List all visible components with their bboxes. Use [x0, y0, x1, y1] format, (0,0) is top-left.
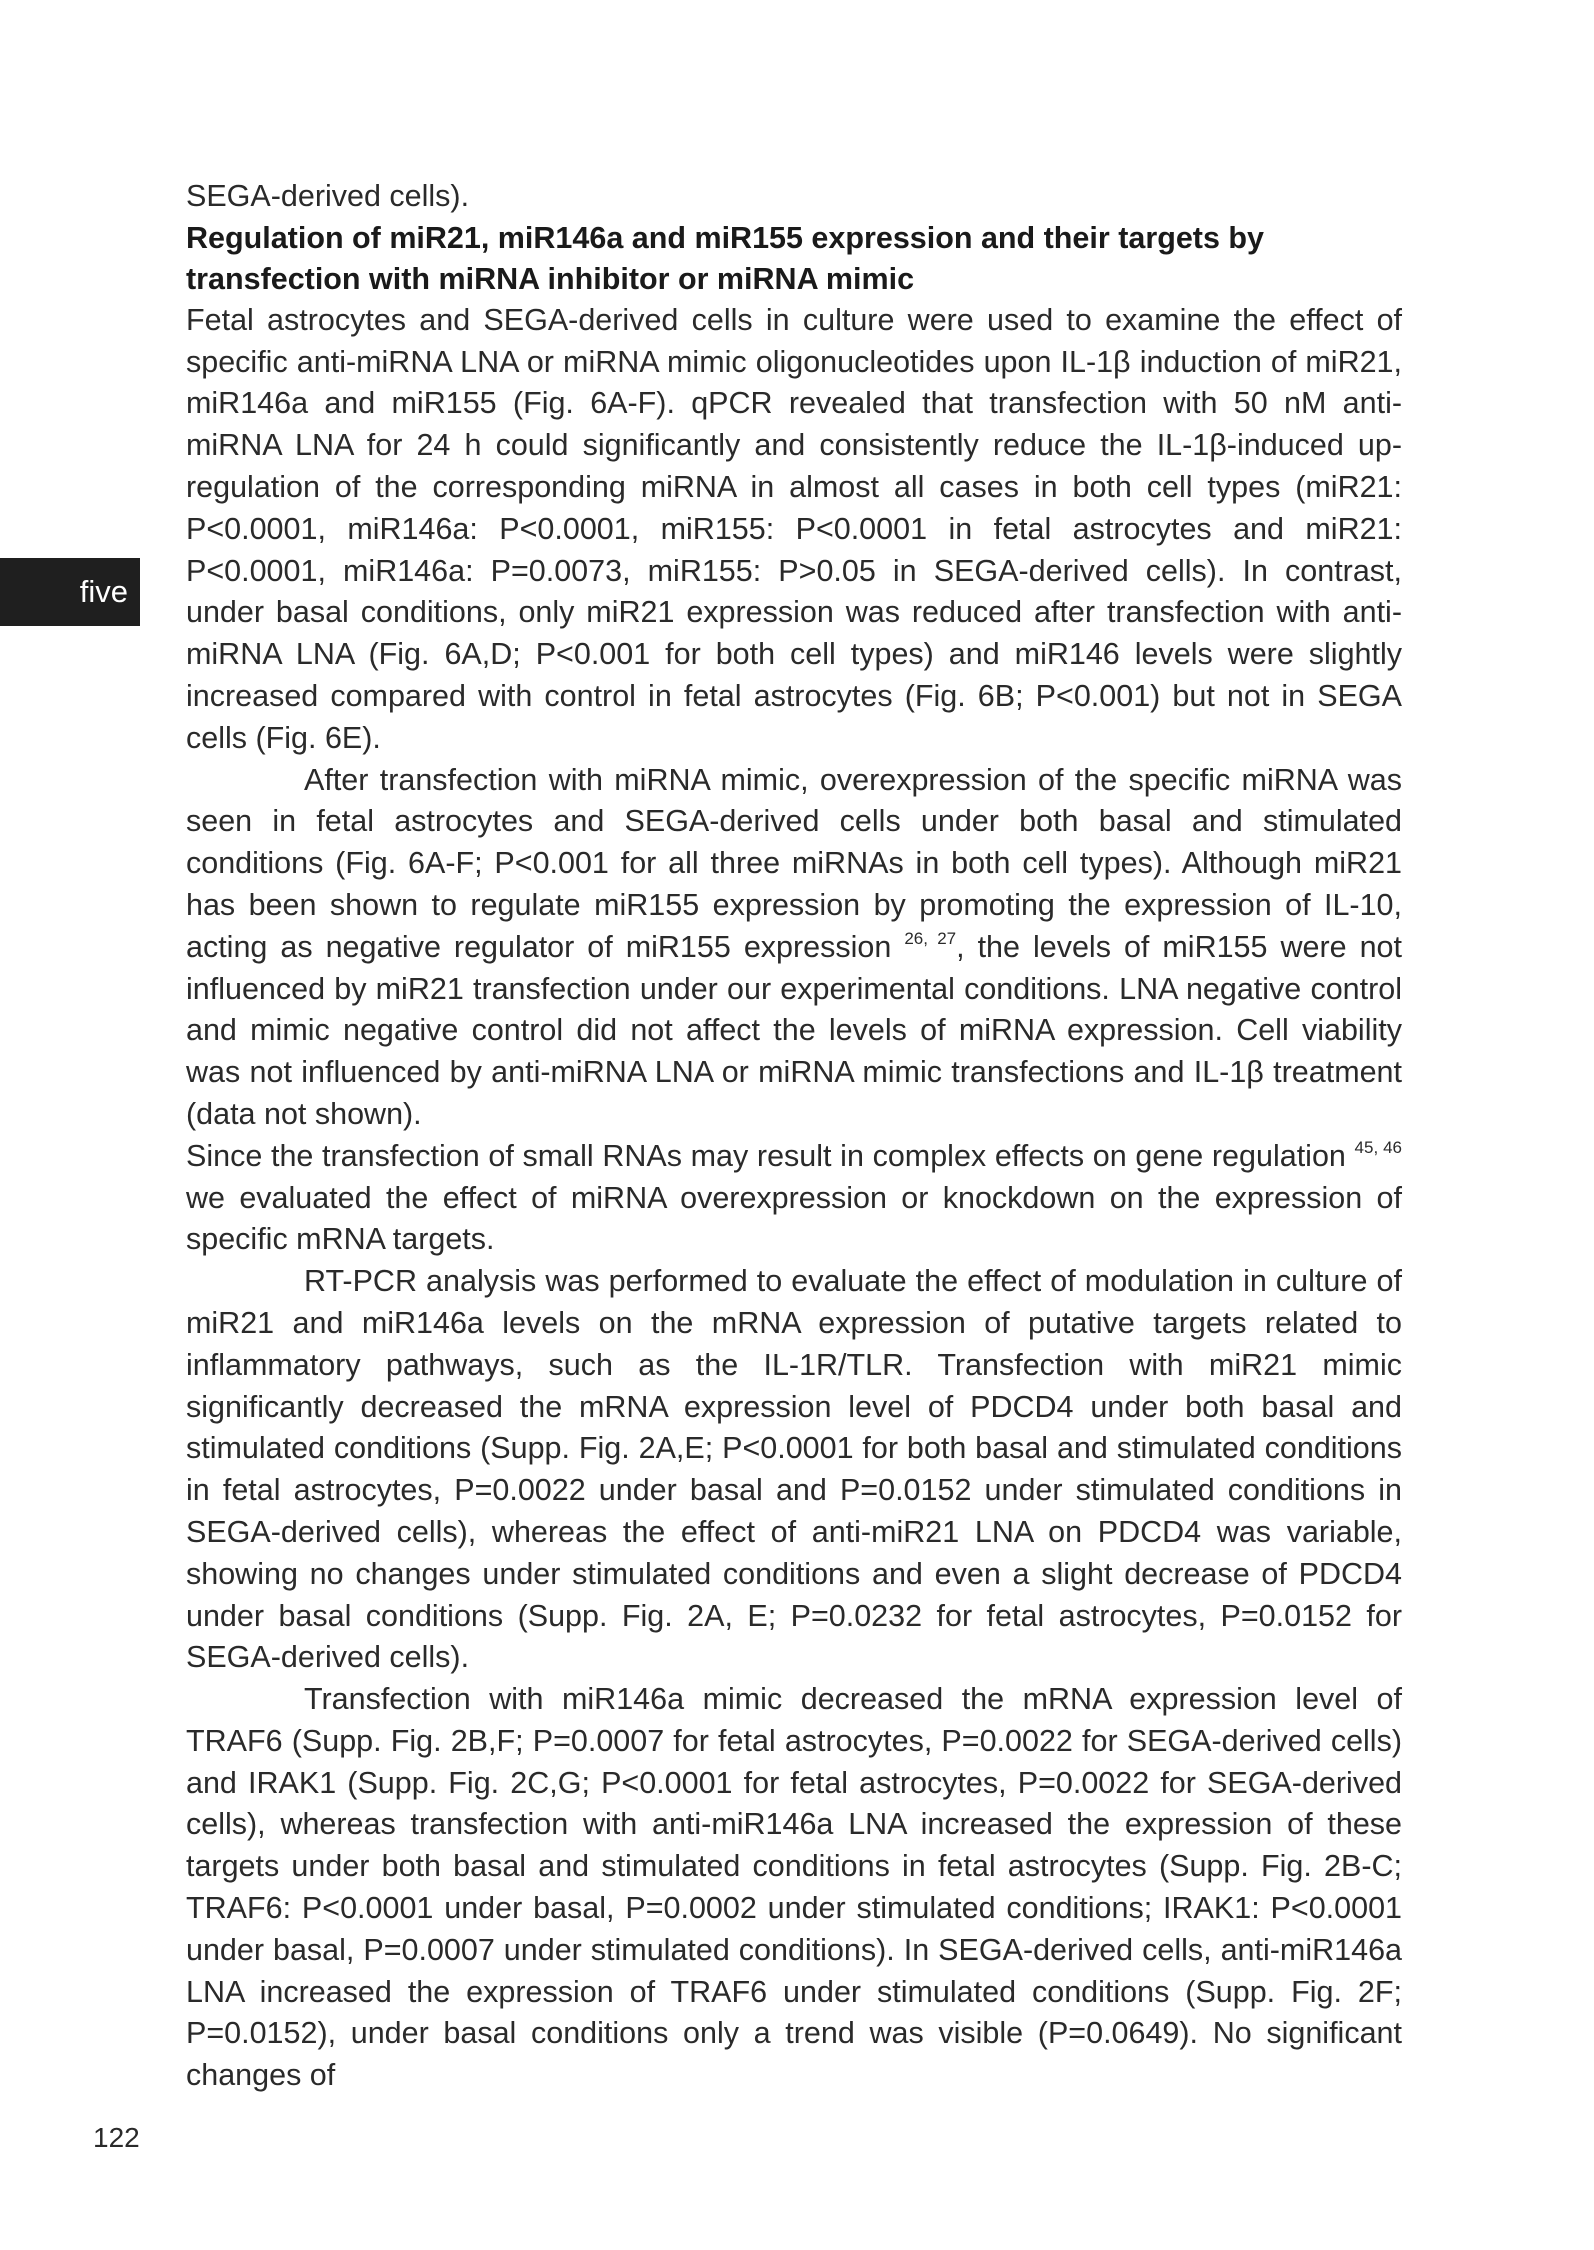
lead-text: SEGA-derived cells).: [186, 179, 470, 213]
paragraph-2: [186, 760, 1402, 1136]
paragraph-2-text-b: , the levels of miR155 were not influenced by miR21 transfection under our experimental conditions. LNA negative control and mimic negative control did not affect the levels of miRNA expression. Cell viability was not influenced by anti-miRNA LNA or miRNA mimic transfections and IL-1β treatment (data not shown).: [186, 929, 1402, 1131]
paragraph-2-text-a: After transfection with miRNA mimic, overexpression of the specific miRNA was seen in fetal astrocytes and SEGA-derived cells under both basal and stimulated conditions (Fig. 6A-F; P<0.001 for all three miRNAs in both cell types). Although miR21 has been shown to regulate miR155 expression by promoting the expression of IL-10, acting as negative regulator of miR155 expression: [186, 762, 1402, 964]
paragraph-3: [186, 1136, 1402, 1261]
citation-ref-26-27: 26, 27: [904, 928, 957, 948]
paragraph-3-text-a: Since the transfection of small RNAs may result in complex effects on gene regulation: [186, 1138, 1355, 1173]
page-body: [186, 176, 1402, 2097]
citation-ref-45-46: 45, 46: [1354, 1137, 1403, 1157]
paragraph-4: RT-PCR analysis was performed to evaluate the effect of modulation in culture of miR21 and miR146a levels on the mRNA expression of putative targets related to inflammatory pathways, such as the IL-1R/TLR. Transfection with miR21 mimic significantly decreased the mRNA expression level of PDCD4 under both basal and stimulated conditions (Supp. Fig. 2A,E; P<0.0001 for both basal and stimulated conditions in fetal astrocytes, P=0.0022 under basal and P=0.0152 under stimulated conditions in SEGA-derived cells), whereas the effect of anti-miR21 LNA on PDCD4 was variable, showing no changes under stimulated conditions and even a slight decrease of PDCD4 under basal conditions (Supp. Fig. 2A, E; P=0.0232 for fetal astrocytes, P=0.0152 for SEGA-derived cells).: [186, 1264, 1402, 1675]
chapter-tab: five: [0, 558, 140, 626]
paragraph-1: Fetal astrocytes and SEGA-derived cells in culture were used to examine the effect of specific anti-miRNA LNA or miRNA mimic oligonucleotides upon IL-1β induction of miR21, miR146a and miR155 (Fig. 6A-F). qPCR revealed that transfection with 50 nM anti-miRNA LNA for 24 h could significantly and consistently reduce the IL-1β-induced up-regulation of the corresponding miRNA in almost all cases in both cell types (miR21: P<0.0001, miR146a: P<0.0001, miR155: P<0.0001 in fetal astrocytes and miR21: P<0.0001, miR146a: P=0.0073, miR155: P>0.05 in SEGA-derived cells). In contrast, under basal conditions, only miR21 expression was reduced after transfection with anti-miRNA LNA (Fig. 6A,D; P<0.001 for both cell types) and miR146 levels were slightly increased compared with control in fetal astrocytes (Fig. 6B; P<0.001) but not in SEGA cells (Fig. 6E).: [186, 302, 1402, 755]
page-number: 122: [93, 2122, 140, 2153]
paragraph-5: Transfection with miR146a mimic decreased the mRNA expression level of TRAF6 (Supp. Fig. 2B,F; P=0.0007 for fetal astrocytes, P=0.0022 for SEGA-derived cells) and IRAK1 (Supp. Fig. 2C,G; P<0.0001 for fetal astrocytes, P=0.0022 for SEGA-derived cells), whereas transfection with anti-miR146a LNA increased the expression of these targets under both basal and stimulated conditions in fetal astrocytes (Supp. Fig. 2B-C; TRAF6: P<0.0001 under basal, P=0.0002 under stimulated conditions; IRAK1: P<0.0001 under basal, P=0.0007 under stimulated conditions). In SEGA-derived cells, anti-miR146a LNA increased the expression of TRAF6 under stimulated conditions (Supp. Fig. 2F; P=0.0152), under basal conditions only a trend was visible (P=0.0649). No significant changes of: [186, 1682, 1402, 2093]
section-heading: Regulation of miR21, miR146a and miR155 expression and their targets by transfection with miRNA inhibitor or miRNA mimic: [186, 220, 1264, 296]
paragraph-3-text-b: we evaluated the effect of miRNA overexpression or knockdown on the expression of specific mRNA targets.: [186, 1180, 1402, 1257]
